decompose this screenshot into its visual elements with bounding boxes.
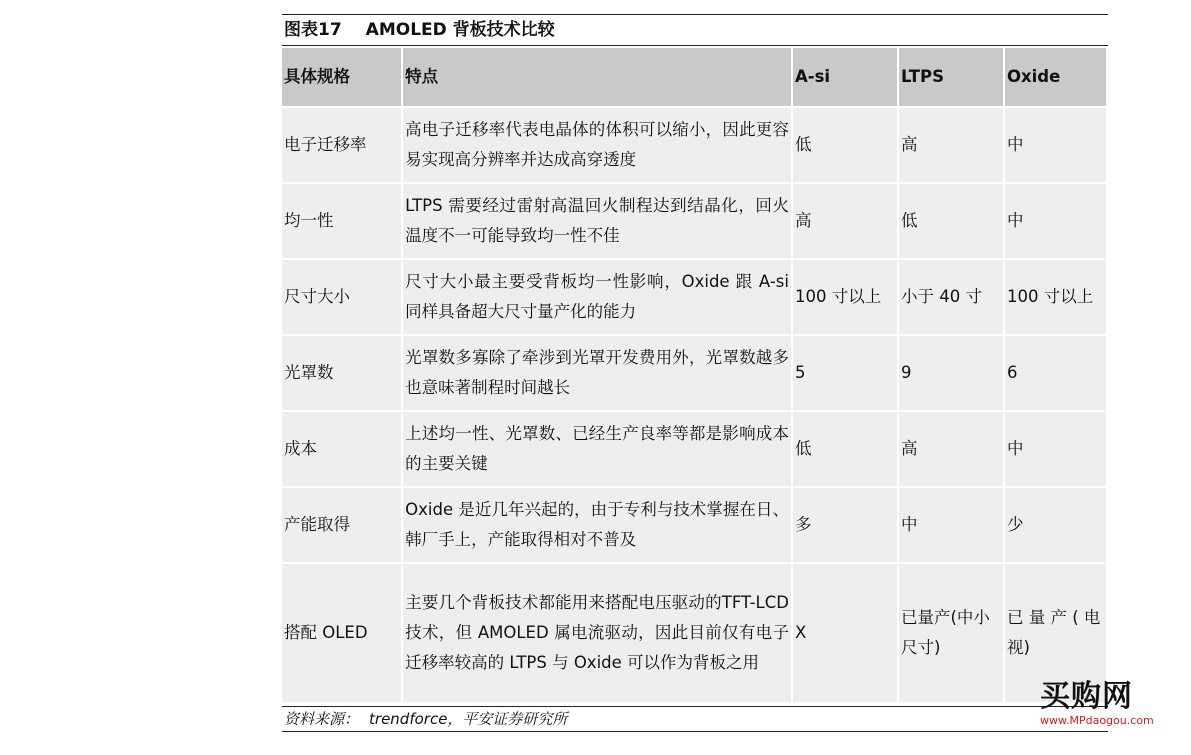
cell-spec: 搭配 OLED (282, 564, 401, 702)
table-row (282, 336, 1106, 410)
header-spec: 具体规格 (282, 48, 401, 106)
cell-asi: 100 寸以上 (793, 260, 897, 334)
cell-feature: LTPS 需要经过雷射高温回火制程达到结晶化，回火温度不一可能导致均一性不佳 (403, 184, 791, 258)
cell-spec: 电子迁移率 (282, 108, 401, 182)
end-rule (282, 731, 1108, 732)
cell-spec: 产能取得 (282, 488, 401, 562)
cell-spec: 尺寸大小 (282, 260, 401, 334)
header-feature: 特点 (403, 48, 791, 106)
cell-oxide: 中 (1005, 184, 1106, 258)
cell-ltps: 9 (899, 336, 1003, 410)
cell-oxide: 100 寸以上 (1005, 260, 1106, 334)
caption-number: 图表17 (284, 20, 342, 40)
cell-spec: 均一性 (282, 184, 401, 258)
caption-title: AMOLED 背板技术比较 (365, 20, 555, 40)
cell-asi: 5 (793, 336, 897, 410)
cell-feature: 光罩数多寡除了牵涉到光罩开发费用外，光罩数越多也意味著制程时间越长 (403, 336, 791, 410)
cell-asi: 多 (793, 488, 897, 562)
cell-spec: 光罩数 (282, 336, 401, 410)
header-row (282, 48, 1106, 106)
cell-spec: 成本 (282, 412, 401, 486)
cell-oxide: 中 (1005, 412, 1106, 486)
watermark (1040, 680, 1180, 740)
cell-feature: 主要几个背板技术都能用来搭配电压驱动的TFT-LCD 技术，但 AMOLED 属电流驱动，因此目前仅有电子迁移率较高的 LTPS 与 Oxide 可以作为背板之用 (403, 564, 791, 702)
cell-oxide: 6 (1005, 336, 1106, 410)
header-asi: A-si (793, 48, 897, 106)
header-ltps: LTPS (899, 48, 1003, 106)
table-row (282, 412, 1106, 486)
cell-feature: 上述均一性、光罩数、已经生产良率等都是影响成本的主要关键 (403, 412, 791, 486)
watermark-logo: 买购网 (1040, 679, 1133, 714)
watermark-url: www.MPdaogou.com (1040, 714, 1154, 727)
cell-ltps: 低 (899, 184, 1003, 258)
cell-feature: Oxide 是近几年兴起的，由于专利与技术掌握在日、韩厂手上，产能取得相对不普及 (403, 488, 791, 562)
source-label: 资料来源： (284, 710, 360, 728)
source-text: trendforce，平安证券研究所 (369, 710, 568, 728)
source-note (282, 707, 1108, 731)
cell-feature: 高电子迁移率代表电晶体的体积可以缩小，因此更容易实现高分辨率并达成高穿透度 (403, 108, 791, 182)
cell-oxide: 少 (1005, 488, 1106, 562)
cell-ltps: 高 (899, 412, 1003, 486)
cell-asi: X (793, 564, 897, 702)
figure-caption (282, 15, 1108, 45)
cell-ltps: 中 (899, 488, 1003, 562)
cell-feature: 尺寸大小最主要受背板均一性影响，Oxide 跟 A-si 同样具备超大尺寸量产化的能力 (403, 260, 791, 334)
cell-ltps: 已量产(中小尺寸) (899, 564, 1003, 702)
table-row (282, 564, 1106, 702)
cell-asi: 低 (793, 108, 897, 182)
table-row (282, 184, 1106, 258)
table-row (282, 108, 1106, 182)
header-oxide: Oxide (1005, 48, 1106, 106)
table-row (282, 260, 1106, 334)
table-row (282, 488, 1106, 562)
cell-asi: 高 (793, 184, 897, 258)
cell-ltps: 高 (899, 108, 1003, 182)
document-figure (282, 14, 1108, 732)
cell-ltps: 小于 40 寸 (899, 260, 1003, 334)
cell-oxide: 中 (1005, 108, 1106, 182)
cell-oxide: 已 量 产 ( 电视) (1005, 564, 1106, 702)
cell-asi: 低 (793, 412, 897, 486)
comparison-table (280, 46, 1108, 704)
